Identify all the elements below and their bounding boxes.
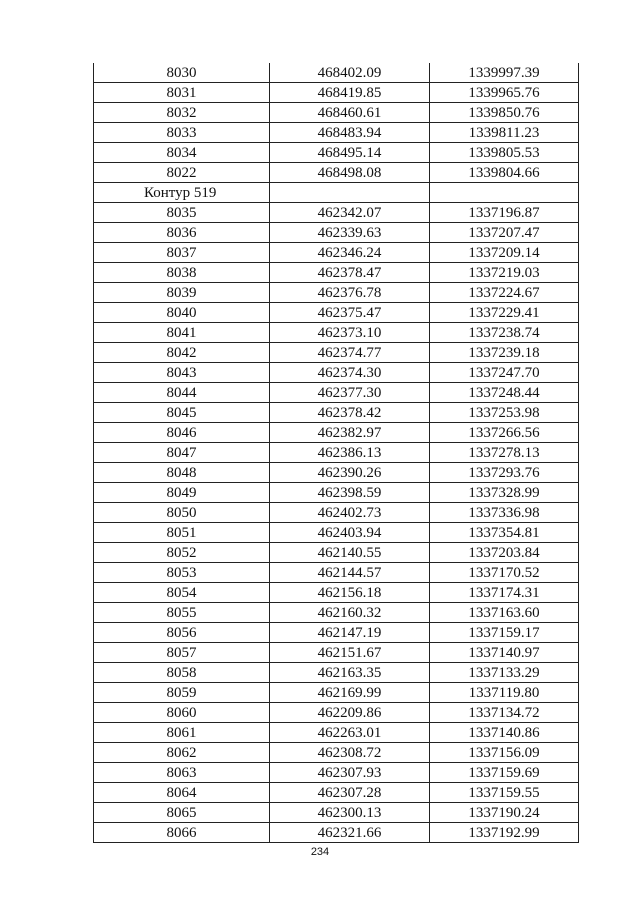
x-coordinate-cell: 468495.14 <box>270 143 430 163</box>
table-row <box>94 483 579 503</box>
table-row <box>94 763 579 783</box>
section-label: Контур 519 <box>94 183 270 203</box>
x-coordinate-cell: 462321.66 <box>270 823 430 843</box>
x-coordinate-cell: 462373.10 <box>270 323 430 343</box>
point-id-cell: 8032 <box>94 103 270 123</box>
point-id-cell: 8036 <box>94 223 270 243</box>
page-number: 234 <box>310 846 330 858</box>
y-coordinate-cell: 1339811.23 <box>430 123 579 143</box>
x-coordinate-cell: 462169.99 <box>270 683 430 703</box>
y-coordinate-cell: 1337163.60 <box>430 603 579 623</box>
x-coordinate-cell: 462378.47 <box>270 263 430 283</box>
y-coordinate-cell: 1339804.66 <box>430 163 579 183</box>
y-coordinate-cell: 1337170.52 <box>430 563 579 583</box>
coordinates-table <box>93 63 579 843</box>
y-coordinate-cell: 1337224.67 <box>430 283 579 303</box>
y-coordinate-cell: 1337248.44 <box>430 383 579 403</box>
table-row <box>94 223 579 243</box>
y-coordinate-cell: 1337156.09 <box>430 743 579 763</box>
table-row <box>94 503 579 523</box>
table-row <box>94 323 579 343</box>
y-coordinate-cell: 1337219.03 <box>430 263 579 283</box>
point-id-cell: 8057 <box>94 643 270 663</box>
table-row <box>94 403 579 423</box>
table-row <box>94 703 579 723</box>
x-coordinate-cell: 468483.94 <box>270 123 430 143</box>
table-row <box>94 563 579 583</box>
table-row <box>94 683 579 703</box>
point-id-cell: 8061 <box>94 723 270 743</box>
table-row <box>94 103 579 123</box>
point-id-cell: 8065 <box>94 803 270 823</box>
table-row <box>94 463 579 483</box>
point-id-cell: 8055 <box>94 603 270 623</box>
x-coordinate-cell: 462346.24 <box>270 243 430 263</box>
table-row <box>94 303 579 323</box>
point-id-cell: 8043 <box>94 363 270 383</box>
point-id-cell: 8039 <box>94 283 270 303</box>
point-id-cell: 8054 <box>94 583 270 603</box>
table-row <box>94 163 579 183</box>
y-coordinate-cell: 1337293.76 <box>430 463 579 483</box>
point-id-cell: 8034 <box>94 143 270 163</box>
point-id-cell: 8044 <box>94 383 270 403</box>
y-coordinate-cell: 1337196.87 <box>430 203 579 223</box>
x-coordinate-cell: 468402.09 <box>270 63 430 83</box>
x-coordinate-cell: 462160.32 <box>270 603 430 623</box>
empty-cell <box>430 183 579 203</box>
x-coordinate-cell: 462163.35 <box>270 663 430 683</box>
table-row <box>94 83 579 103</box>
point-id-cell: 8041 <box>94 323 270 343</box>
point-id-cell: 8042 <box>94 343 270 363</box>
table-row <box>94 783 579 803</box>
table-row <box>94 143 579 163</box>
table-row <box>94 63 579 83</box>
y-coordinate-cell: 1339850.76 <box>430 103 579 123</box>
point-id-cell: 8052 <box>94 543 270 563</box>
y-coordinate-cell: 1337238.74 <box>430 323 579 343</box>
table-row <box>94 743 579 763</box>
y-coordinate-cell: 1337336.98 <box>430 503 579 523</box>
table-row <box>94 583 579 603</box>
x-coordinate-cell: 462144.57 <box>270 563 430 583</box>
y-coordinate-cell: 1337140.86 <box>430 723 579 743</box>
y-coordinate-cell: 1337203.84 <box>430 543 579 563</box>
y-coordinate-cell: 1337229.41 <box>430 303 579 323</box>
point-id-cell: 8040 <box>94 303 270 323</box>
table-row <box>94 723 579 743</box>
x-coordinate-cell: 462374.77 <box>270 343 430 363</box>
y-coordinate-cell: 1337209.14 <box>430 243 579 263</box>
y-coordinate-cell: 1339965.76 <box>430 83 579 103</box>
empty-cell <box>270 183 430 203</box>
y-coordinate-cell: 1339805.53 <box>430 143 579 163</box>
x-coordinate-cell: 462398.59 <box>270 483 430 503</box>
point-id-cell: 8033 <box>94 123 270 143</box>
y-coordinate-cell: 1337354.81 <box>430 523 579 543</box>
x-coordinate-cell: 462390.26 <box>270 463 430 483</box>
y-coordinate-cell: 1337134.72 <box>430 703 579 723</box>
y-coordinate-cell: 1337190.24 <box>430 803 579 823</box>
table-row <box>94 383 579 403</box>
table-row <box>94 543 579 563</box>
point-id-cell: 8049 <box>94 483 270 503</box>
coordinates-table-body <box>94 63 579 843</box>
table-row <box>94 343 579 363</box>
table-row <box>94 363 579 383</box>
table-row <box>94 123 579 143</box>
point-id-cell: 8037 <box>94 243 270 263</box>
point-id-cell: 8059 <box>94 683 270 703</box>
x-coordinate-cell: 462151.67 <box>270 643 430 663</box>
x-coordinate-cell: 462307.28 <box>270 783 430 803</box>
table-row <box>94 823 579 843</box>
y-coordinate-cell: 1337159.55 <box>430 783 579 803</box>
table-row <box>94 663 579 683</box>
point-id-cell: 8047 <box>94 443 270 463</box>
x-coordinate-cell: 462308.72 <box>270 743 430 763</box>
table-row <box>94 423 579 443</box>
y-coordinate-cell: 1337119.80 <box>430 683 579 703</box>
table-row <box>94 603 579 623</box>
y-coordinate-cell: 1337159.69 <box>430 763 579 783</box>
table-row <box>94 283 579 303</box>
y-coordinate-cell: 1337239.18 <box>430 343 579 363</box>
y-coordinate-cell: 1337159.17 <box>430 623 579 643</box>
point-id-cell: 8048 <box>94 463 270 483</box>
point-id-cell: 8046 <box>94 423 270 443</box>
table-row <box>94 263 579 283</box>
x-coordinate-cell: 462403.94 <box>270 523 430 543</box>
x-coordinate-cell: 462156.18 <box>270 583 430 603</box>
y-coordinate-cell: 1337140.97 <box>430 643 579 663</box>
y-coordinate-cell: 1337207.47 <box>430 223 579 243</box>
point-id-cell: 8064 <box>94 783 270 803</box>
point-id-cell: 8051 <box>94 523 270 543</box>
point-id-cell: 8062 <box>94 743 270 763</box>
y-coordinate-cell: 1337133.29 <box>430 663 579 683</box>
point-id-cell: 8035 <box>94 203 270 223</box>
point-id-cell: 8030 <box>94 63 270 83</box>
table-row <box>94 623 579 643</box>
x-coordinate-cell: 462140.55 <box>270 543 430 563</box>
x-coordinate-cell: 462382.97 <box>270 423 430 443</box>
x-coordinate-cell: 462342.07 <box>270 203 430 223</box>
x-coordinate-cell: 462402.73 <box>270 503 430 523</box>
point-id-cell: 8053 <box>94 563 270 583</box>
point-id-cell: 8045 <box>94 403 270 423</box>
table-row <box>94 203 579 223</box>
x-coordinate-cell: 462377.30 <box>270 383 430 403</box>
x-coordinate-cell: 462374.30 <box>270 363 430 383</box>
x-coordinate-cell: 462378.42 <box>270 403 430 423</box>
table-row <box>94 443 579 463</box>
y-coordinate-cell: 1337247.70 <box>430 363 579 383</box>
point-id-cell: 8038 <box>94 263 270 283</box>
point-id-cell: 8063 <box>94 763 270 783</box>
y-coordinate-cell: 1337278.13 <box>430 443 579 463</box>
y-coordinate-cell: 1337253.98 <box>430 403 579 423</box>
x-coordinate-cell: 462376.78 <box>270 283 430 303</box>
x-coordinate-cell: 462263.01 <box>270 723 430 743</box>
x-coordinate-cell: 462339.63 <box>270 223 430 243</box>
y-coordinate-cell: 1337192.99 <box>430 823 579 843</box>
y-coordinate-cell: 1339997.39 <box>430 63 579 83</box>
x-coordinate-cell: 462386.13 <box>270 443 430 463</box>
point-id-cell: 8050 <box>94 503 270 523</box>
point-id-cell: 8060 <box>94 703 270 723</box>
table-row <box>94 523 579 543</box>
point-id-cell: 8058 <box>94 663 270 683</box>
point-id-cell: 8022 <box>94 163 270 183</box>
point-id-cell: 8056 <box>94 623 270 643</box>
x-coordinate-cell: 462209.86 <box>270 703 430 723</box>
point-id-cell: 8031 <box>94 83 270 103</box>
x-coordinate-cell: 462147.19 <box>270 623 430 643</box>
x-coordinate-cell: 462375.47 <box>270 303 430 323</box>
x-coordinate-cell: 468498.08 <box>270 163 430 183</box>
y-coordinate-cell: 1337328.99 <box>430 483 579 503</box>
table-row <box>94 243 579 263</box>
x-coordinate-cell: 462307.93 <box>270 763 430 783</box>
point-id-cell: 8066 <box>94 823 270 843</box>
x-coordinate-cell: 462300.13 <box>270 803 430 823</box>
table-row <box>94 803 579 823</box>
x-coordinate-cell: 468460.61 <box>270 103 430 123</box>
y-coordinate-cell: 1337174.31 <box>430 583 579 603</box>
section-row <box>94 183 579 203</box>
x-coordinate-cell: 468419.85 <box>270 83 430 103</box>
y-coordinate-cell: 1337266.56 <box>430 423 579 443</box>
table-row <box>94 643 579 663</box>
